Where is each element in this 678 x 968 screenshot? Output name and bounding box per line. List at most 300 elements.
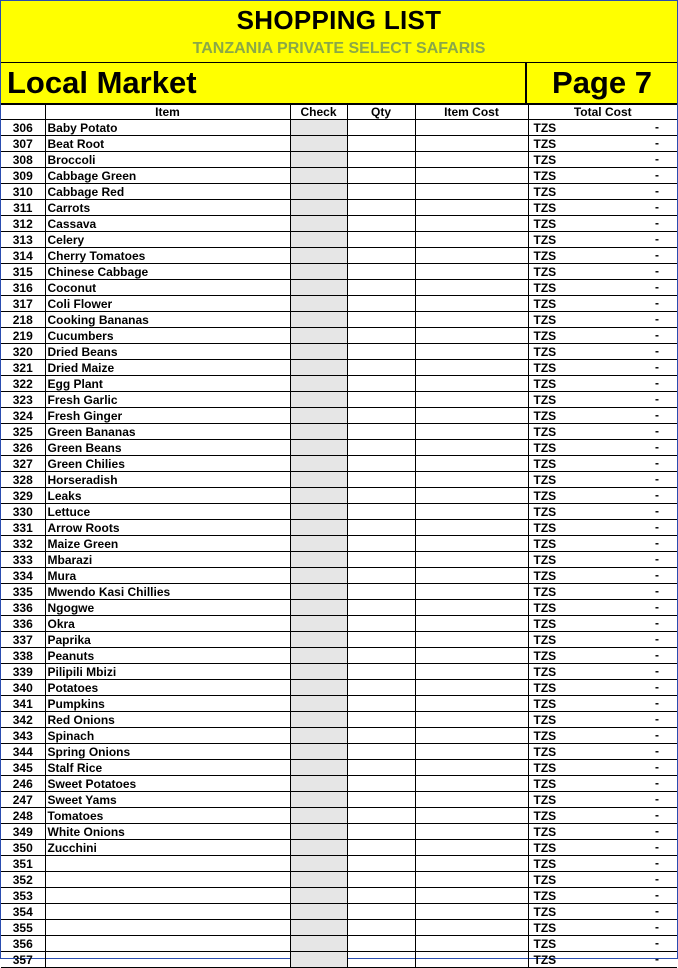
item-cost-cell[interactable] [415, 728, 528, 744]
table-row [1, 168, 677, 184]
total-value: - [655, 376, 659, 390]
qty-cell[interactable] [347, 376, 415, 392]
total-cost-cell [528, 536, 677, 552]
total-value: - [655, 536, 659, 550]
total-cost-cell [528, 856, 677, 872]
item-cost-cell[interactable] [415, 648, 528, 664]
item-cost-cell[interactable] [415, 584, 528, 600]
qty-cell[interactable] [347, 904, 415, 920]
check-cell[interactable] [290, 456, 347, 472]
total-cost-cell [528, 248, 677, 264]
check-cell[interactable] [290, 136, 347, 152]
qty-cell[interactable] [347, 296, 415, 312]
check-cell[interactable] [290, 920, 347, 936]
check-cell[interactable] [290, 536, 347, 552]
row-number: 332 [1, 536, 45, 552]
item-cost-cell[interactable] [415, 376, 528, 392]
qty-cell[interactable] [347, 824, 415, 840]
item-name [45, 888, 290, 904]
qty-cell[interactable] [347, 664, 415, 680]
item-name [45, 904, 290, 920]
check-cell[interactable] [290, 376, 347, 392]
table-row [1, 248, 677, 264]
total-cost-cell [528, 888, 677, 904]
item-name: Sweet Yams [45, 792, 290, 808]
qty-cell[interactable] [347, 120, 415, 136]
row-number: 329 [1, 488, 45, 504]
qty-cell[interactable] [347, 280, 415, 296]
qty-cell[interactable] [347, 952, 415, 968]
item-cost-cell[interactable] [415, 520, 528, 536]
column-header-number [1, 105, 45, 120]
item-cost-cell[interactable] [415, 296, 528, 312]
check-cell[interactable] [290, 216, 347, 232]
currency-label: TZS [533, 568, 557, 583]
item-cost-cell[interactable] [415, 168, 528, 184]
item-cost-cell[interactable] [415, 440, 528, 456]
item-name: Mbarazi [45, 552, 290, 568]
qty-cell[interactable] [347, 616, 415, 632]
check-cell[interactable] [290, 648, 347, 664]
qty-cell[interactable] [347, 344, 415, 360]
check-cell[interactable] [290, 872, 347, 888]
item-name: Red Onions [45, 712, 290, 728]
qty-cell[interactable] [347, 760, 415, 776]
qty-cell[interactable] [347, 168, 415, 184]
total-value: - [655, 632, 659, 646]
item-cost-cell[interactable] [415, 536, 528, 552]
qty-cell[interactable] [347, 648, 415, 664]
total-value: - [655, 728, 659, 742]
check-cell[interactable] [290, 904, 347, 920]
item-cost-cell[interactable] [415, 840, 528, 856]
currency-label: TZS [533, 792, 557, 807]
total-value: - [655, 616, 659, 630]
check-cell[interactable] [290, 360, 347, 376]
item-cost-cell[interactable] [415, 328, 528, 344]
item-cost-cell[interactable] [415, 152, 528, 168]
total-value: - [655, 216, 659, 230]
item-cost-cell[interactable] [415, 600, 528, 616]
total-value: - [655, 456, 659, 470]
item-name: Cucumbers [45, 328, 290, 344]
total-cost-cell [528, 168, 677, 184]
check-cell[interactable] [290, 344, 347, 360]
row-number: 334 [1, 568, 45, 584]
qty-cell[interactable] [347, 264, 415, 280]
page-number: Page 7 [552, 65, 652, 100]
item-name [45, 936, 290, 952]
qty-cell[interactable] [347, 744, 415, 760]
total-value: - [655, 120, 659, 134]
item-cost-cell[interactable] [415, 712, 528, 728]
check-cell[interactable] [290, 664, 347, 680]
item-name: Pilipili Mbizi [45, 664, 290, 680]
qty-cell[interactable] [347, 872, 415, 888]
total-cost-cell [528, 632, 677, 648]
currency-label: TZS [533, 584, 557, 599]
row-number: 353 [1, 888, 45, 904]
total-cost-cell [528, 280, 677, 296]
item-cost-cell[interactable] [415, 824, 528, 840]
total-cost-cell [528, 872, 677, 888]
total-cost-cell [528, 440, 677, 456]
row-number: 312 [1, 216, 45, 232]
currency-label: TZS [533, 904, 557, 919]
qty-cell[interactable] [347, 392, 415, 408]
item-cost-cell[interactable] [415, 264, 528, 280]
item-cost-cell[interactable] [415, 392, 528, 408]
qty-cell[interactable] [347, 920, 415, 936]
item-cost-cell[interactable] [415, 552, 528, 568]
total-cost-cell [528, 152, 677, 168]
currency-label: TZS [533, 200, 557, 215]
total-value: - [655, 184, 659, 198]
check-cell[interactable] [290, 392, 347, 408]
check-cell[interactable] [290, 840, 347, 856]
qty-cell[interactable] [347, 840, 415, 856]
item-cost-cell[interactable] [415, 232, 528, 248]
item-name: Coconut [45, 280, 290, 296]
check-cell[interactable] [290, 504, 347, 520]
item-name: Maize Green [45, 536, 290, 552]
item-cost-cell[interactable] [415, 904, 528, 920]
item-name: Cooking Bananas [45, 312, 290, 328]
check-cell[interactable] [290, 152, 347, 168]
item-cost-cell[interactable] [415, 872, 528, 888]
qty-cell[interactable] [347, 712, 415, 728]
table-row [1, 808, 677, 824]
column-header-check: Check [290, 105, 347, 120]
item-cost-cell[interactable] [415, 936, 528, 952]
item-cost-cell[interactable] [415, 248, 528, 264]
table-row [1, 776, 677, 792]
qty-cell[interactable] [347, 184, 415, 200]
total-value: - [655, 696, 659, 710]
item-cost-cell[interactable] [415, 808, 528, 824]
total-value: - [655, 936, 659, 950]
qty-cell[interactable] [347, 600, 415, 616]
qty-cell[interactable] [347, 936, 415, 952]
check-cell[interactable] [290, 312, 347, 328]
check-cell[interactable] [290, 248, 347, 264]
item-cost-cell[interactable] [415, 456, 528, 472]
total-cost-cell [528, 376, 677, 392]
item-name: Fresh Garlic [45, 392, 290, 408]
qty-cell[interactable] [347, 728, 415, 744]
check-cell[interactable] [290, 296, 347, 312]
page-title: SHOPPING LIST [236, 5, 442, 35]
check-cell[interactable] [290, 696, 347, 712]
total-cost-cell [528, 776, 677, 792]
total-cost-cell [528, 120, 677, 136]
qty-cell[interactable] [347, 680, 415, 696]
qty-cell[interactable] [347, 568, 415, 584]
check-cell[interactable] [290, 888, 347, 904]
currency-label: TZS [533, 472, 557, 487]
qty-cell[interactable] [347, 696, 415, 712]
check-cell[interactable] [290, 600, 347, 616]
total-cost-cell [528, 184, 677, 200]
total-cost-cell [528, 424, 677, 440]
row-number: 342 [1, 712, 45, 728]
total-cost-cell [528, 200, 677, 216]
qty-cell[interactable] [347, 888, 415, 904]
qty-cell[interactable] [347, 152, 415, 168]
table-row [1, 136, 677, 152]
table-row [1, 632, 677, 648]
item-cost-cell[interactable] [415, 472, 528, 488]
total-value: - [655, 488, 659, 502]
check-cell[interactable] [290, 680, 347, 696]
total-value: - [655, 920, 659, 934]
row-number: 350 [1, 840, 45, 856]
check-cell[interactable] [290, 520, 347, 536]
currency-label: TZS [533, 392, 557, 407]
qty-cell[interactable] [347, 216, 415, 232]
total-cost-cell [528, 216, 677, 232]
row-number: 341 [1, 696, 45, 712]
row-number: 314 [1, 248, 45, 264]
table-row [1, 312, 677, 328]
item-cost-cell[interactable] [415, 312, 528, 328]
check-cell[interactable] [290, 472, 347, 488]
table-row [1, 792, 677, 808]
row-number: 354 [1, 904, 45, 920]
item-name: Arrow Roots [45, 520, 290, 536]
qty-cell[interactable] [347, 856, 415, 872]
row-number: 247 [1, 792, 45, 808]
table-row [1, 504, 677, 520]
item-cost-cell[interactable] [415, 568, 528, 584]
item-cost-cell[interactable] [415, 344, 528, 360]
row-number: 328 [1, 472, 45, 488]
row-number: 325 [1, 424, 45, 440]
total-value: - [655, 424, 659, 438]
qty-cell[interactable] [347, 776, 415, 792]
check-cell[interactable] [290, 760, 347, 776]
item-cost-cell[interactable] [415, 680, 528, 696]
check-cell[interactable] [290, 616, 347, 632]
item-cost-cell[interactable] [415, 200, 528, 216]
table-row [1, 376, 677, 392]
table-row [1, 440, 677, 456]
qty-cell[interactable] [347, 488, 415, 504]
table-row [1, 648, 677, 664]
check-cell[interactable] [290, 424, 347, 440]
qty-cell[interactable] [347, 584, 415, 600]
row-number: 340 [1, 680, 45, 696]
qty-cell[interactable] [347, 632, 415, 648]
currency-label: TZS [533, 744, 557, 759]
item-cost-cell[interactable] [415, 760, 528, 776]
total-cost-cell [528, 392, 677, 408]
check-cell[interactable] [290, 744, 347, 760]
qty-cell[interactable] [347, 360, 415, 376]
currency-label: TZS [533, 328, 557, 343]
item-name: Lettuce [45, 504, 290, 520]
item-cost-cell[interactable] [415, 664, 528, 680]
row-number: 310 [1, 184, 45, 200]
currency-label: TZS [533, 952, 557, 967]
item-name: Carrots [45, 200, 290, 216]
total-cost-cell [528, 360, 677, 376]
qty-cell[interactable] [347, 520, 415, 536]
currency-label: TZS [533, 248, 557, 263]
check-cell[interactable] [290, 488, 347, 504]
total-value: - [655, 392, 659, 406]
check-cell[interactable] [290, 440, 347, 456]
qty-cell[interactable] [347, 136, 415, 152]
table-row [1, 904, 677, 920]
check-cell[interactable] [290, 184, 347, 200]
qty-cell[interactable] [347, 440, 415, 456]
row-number: 248 [1, 808, 45, 824]
qty-cell[interactable] [347, 472, 415, 488]
currency-label: TZS [533, 456, 557, 471]
qty-cell[interactable] [347, 248, 415, 264]
table-row [1, 520, 677, 536]
total-cost-cell [528, 136, 677, 152]
column-header-qty: Qty [347, 105, 415, 120]
currency-label: TZS [533, 520, 557, 535]
table-row [1, 728, 677, 744]
total-value: - [655, 840, 659, 854]
row-number: 355 [1, 920, 45, 936]
row-number: 320 [1, 344, 45, 360]
qty-cell[interactable] [347, 312, 415, 328]
check-cell[interactable] [290, 936, 347, 952]
item-cost-cell[interactable] [415, 120, 528, 136]
total-value: - [655, 680, 659, 694]
table-row [1, 296, 677, 312]
check-cell[interactable] [290, 264, 347, 280]
qty-cell[interactable] [347, 552, 415, 568]
item-name: Horseradish [45, 472, 290, 488]
item-cost-cell[interactable] [415, 952, 528, 968]
item-cost-cell[interactable] [415, 792, 528, 808]
item-cost-cell[interactable] [415, 216, 528, 232]
table-row [1, 696, 677, 712]
item-name: Broccoli [45, 152, 290, 168]
item-cost-cell[interactable] [415, 888, 528, 904]
check-cell[interactable] [290, 232, 347, 248]
item-name: Green Bananas [45, 424, 290, 440]
item-cost-cell[interactable] [415, 632, 528, 648]
qty-cell[interactable] [347, 424, 415, 440]
currency-label: TZS [533, 184, 557, 199]
row-number: 356 [1, 936, 45, 952]
table-row [1, 280, 677, 296]
total-value: - [655, 440, 659, 454]
row-number: 339 [1, 664, 45, 680]
qty-cell[interactable] [347, 536, 415, 552]
check-cell[interactable] [290, 568, 347, 584]
item-cost-cell[interactable] [415, 184, 528, 200]
check-cell[interactable] [290, 712, 347, 728]
item-name: Chinese Cabbage [45, 264, 290, 280]
item-cost-cell[interactable] [415, 408, 528, 424]
check-cell[interactable] [290, 728, 347, 744]
currency-label: TZS [533, 808, 557, 823]
item-name: Peanuts [45, 648, 290, 664]
check-cell[interactable] [290, 328, 347, 344]
total-cost-cell [528, 808, 677, 824]
qty-cell[interactable] [347, 504, 415, 520]
item-cost-cell[interactable] [415, 424, 528, 440]
check-cell[interactable] [290, 408, 347, 424]
item-cost-cell[interactable] [415, 360, 528, 376]
item-cost-cell[interactable] [415, 920, 528, 936]
check-cell[interactable] [290, 856, 347, 872]
item-cost-cell[interactable] [415, 504, 528, 520]
qty-cell[interactable] [347, 328, 415, 344]
currency-label: TZS [533, 872, 557, 887]
qty-cell[interactable] [347, 808, 415, 824]
total-value: - [655, 792, 659, 806]
table-row [1, 712, 677, 728]
total-cost-cell [528, 648, 677, 664]
currency-label: TZS [533, 344, 557, 359]
check-cell[interactable] [290, 952, 347, 968]
item-cost-cell[interactable] [415, 616, 528, 632]
check-cell[interactable] [290, 168, 347, 184]
currency-label: TZS [533, 216, 557, 231]
total-value: - [655, 776, 659, 790]
item-name: Cabbage Red [45, 184, 290, 200]
total-cost-cell [528, 744, 677, 760]
check-cell[interactable] [290, 120, 347, 136]
check-cell[interactable] [290, 824, 347, 840]
item-cost-cell[interactable] [415, 696, 528, 712]
total-value: - [655, 520, 659, 534]
item-cost-cell[interactable] [415, 744, 528, 760]
item-cost-cell[interactable] [415, 488, 528, 504]
section-banner [1, 63, 677, 104]
item-cost-cell[interactable] [415, 280, 528, 296]
currency-label: TZS [533, 696, 557, 711]
check-cell[interactable] [290, 808, 347, 824]
currency-label: TZS [533, 440, 557, 455]
qty-cell[interactable] [347, 408, 415, 424]
item-cost-cell[interactable] [415, 776, 528, 792]
check-cell[interactable] [290, 632, 347, 648]
table-row [1, 488, 677, 504]
item-cost-cell[interactable] [415, 136, 528, 152]
check-cell[interactable] [290, 584, 347, 600]
total-cost-cell [528, 664, 677, 680]
qty-cell[interactable] [347, 232, 415, 248]
currency-label: TZS [533, 600, 557, 615]
total-cost-cell [528, 760, 677, 776]
item-name [45, 920, 290, 936]
check-cell[interactable] [290, 776, 347, 792]
total-value: - [655, 248, 659, 262]
check-cell[interactable] [290, 552, 347, 568]
item-name: Spring Onions [45, 744, 290, 760]
check-cell[interactable] [290, 792, 347, 808]
qty-cell[interactable] [347, 792, 415, 808]
row-number: 351 [1, 856, 45, 872]
total-value: - [655, 904, 659, 918]
qty-cell[interactable] [347, 200, 415, 216]
check-cell[interactable] [290, 280, 347, 296]
check-cell[interactable] [290, 200, 347, 216]
item-cost-cell[interactable] [415, 856, 528, 872]
qty-cell[interactable] [347, 456, 415, 472]
row-number: 219 [1, 328, 45, 344]
item-name [45, 872, 290, 888]
